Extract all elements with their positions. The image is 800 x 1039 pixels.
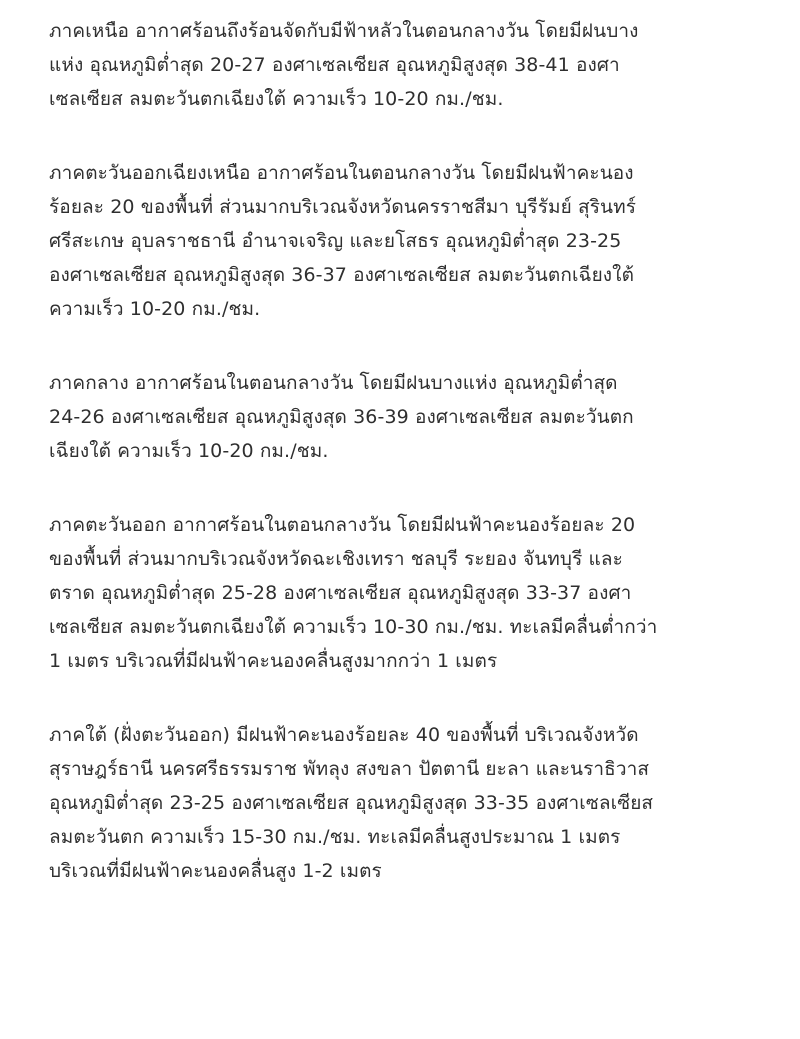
text-line: ภาคตะวันออก อากาศร้อนในตอนกลางวัน โดยมีฝนฟ้าคะนองร้อยละ 20 bbox=[49, 514, 636, 536]
text-line: สุราษฎร์ธานี นครศรีธรรมราช พัทลุง สงขลา ปัตตานี ยะลา และนราธิวาส bbox=[49, 758, 650, 780]
text-line: แห่ง อุณหภูมิต่ำสุด 20-27 องศาเซลเซียส อุณหภูมิสูงสุด 38-41 องศา bbox=[49, 54, 620, 76]
paragraph-south-east-coast bbox=[49, 718, 769, 888]
text-line: ศรีสะเกษ อุบลราชธานี อำนาจเจริญ และยโสธร อุณหภูมิต่ำสุด 23-25 bbox=[49, 230, 622, 252]
text-line: ภาคกลาง อากาศร้อนในตอนกลางวัน โดยมีฝนบางแห่ง อุณหภูมิต่ำสุด bbox=[49, 372, 618, 394]
text-line: 24-26 องศาเซลเซียส อุณหภูมิสูงสุด 36-39 องศาเซลเซียส ลมตะวันตก bbox=[49, 406, 634, 428]
text-line: ลมตะวันตก ความเร็ว 15-30 กม./ชม. ทะเลมีคลื่นสูงประมาณ 1 เมตร bbox=[49, 826, 621, 848]
text-line: ภาคเหนือ อากาศร้อนถึงร้อนจัดกับมีฟ้าหลัวในตอนกลางวัน โดยมีฝนบาง bbox=[49, 20, 639, 42]
paragraph-north bbox=[49, 14, 769, 116]
text-line: บริเวณที่มีฝนฟ้าคะนองคลื่นสูง 1-2 เมตร bbox=[49, 860, 382, 882]
text-line: องศาเซลเซียส อุณหภูมิสูงสุด 36-37 องศาเซลเซียส ลมตะวันตกเฉียงใต้ bbox=[49, 264, 635, 286]
text-line: ตราด อุณหภูมิต่ำสุด 25-28 องศาเซลเซียส อุณหภูมิสูงสุด 33-37 องศา bbox=[49, 582, 632, 604]
text-line: เซลเซียส ลมตะวันตกเฉียงใต้ ความเร็ว 10-30 กม./ชม. ทะเลมีคลื่นต่ำกว่า bbox=[49, 616, 658, 638]
text-line: ความเร็ว 10-20 กม./ชม. bbox=[49, 298, 261, 320]
text-line: ของพื้นที่ ส่วนมากบริเวณจังหวัดฉะเชิงเทรา ชลบุรี ระยอง จันทบุรี และ bbox=[49, 548, 623, 570]
paragraph-east bbox=[49, 508, 769, 678]
text-line: 1 เมตร บริเวณที่มีฝนฟ้าคะนองคลื่นสูงมากกว่า 1 เมตร bbox=[49, 650, 498, 672]
text-line: ภาคตะวันออกเฉียงเหนือ อากาศร้อนในตอนกลางวัน โดยมีฝนฟ้าคะนอง bbox=[49, 162, 634, 184]
text-line: อุณหภูมิต่ำสุด 23-25 องศาเซลเซียส อุณหภูมิสูงสุด 33-35 องศาเซลเซียส bbox=[49, 792, 654, 814]
paragraph-northeast bbox=[49, 156, 769, 326]
text-line: ภาคใต้ (ฝั่งตะวันออก) มีฝนฟ้าคะนองร้อยละ 40 ของพื้นที่ บริเวณจังหวัด bbox=[49, 724, 639, 746]
text-line: เซลเซียส ลมตะวันตกเฉียงใต้ ความเร็ว 10-20 กม./ชม. bbox=[49, 88, 504, 110]
text-line: ร้อยละ 20 ของพื้นที่ ส่วนมากบริเวณจังหวัดนครราชสีมา บุรีรัมย์ สุรินทร์ bbox=[49, 196, 637, 218]
weather-forecast-article bbox=[49, 14, 769, 928]
text-line: เฉียงใต้ ความเร็ว 10-20 กม./ชม. bbox=[49, 440, 329, 462]
paragraph-central bbox=[49, 366, 769, 468]
